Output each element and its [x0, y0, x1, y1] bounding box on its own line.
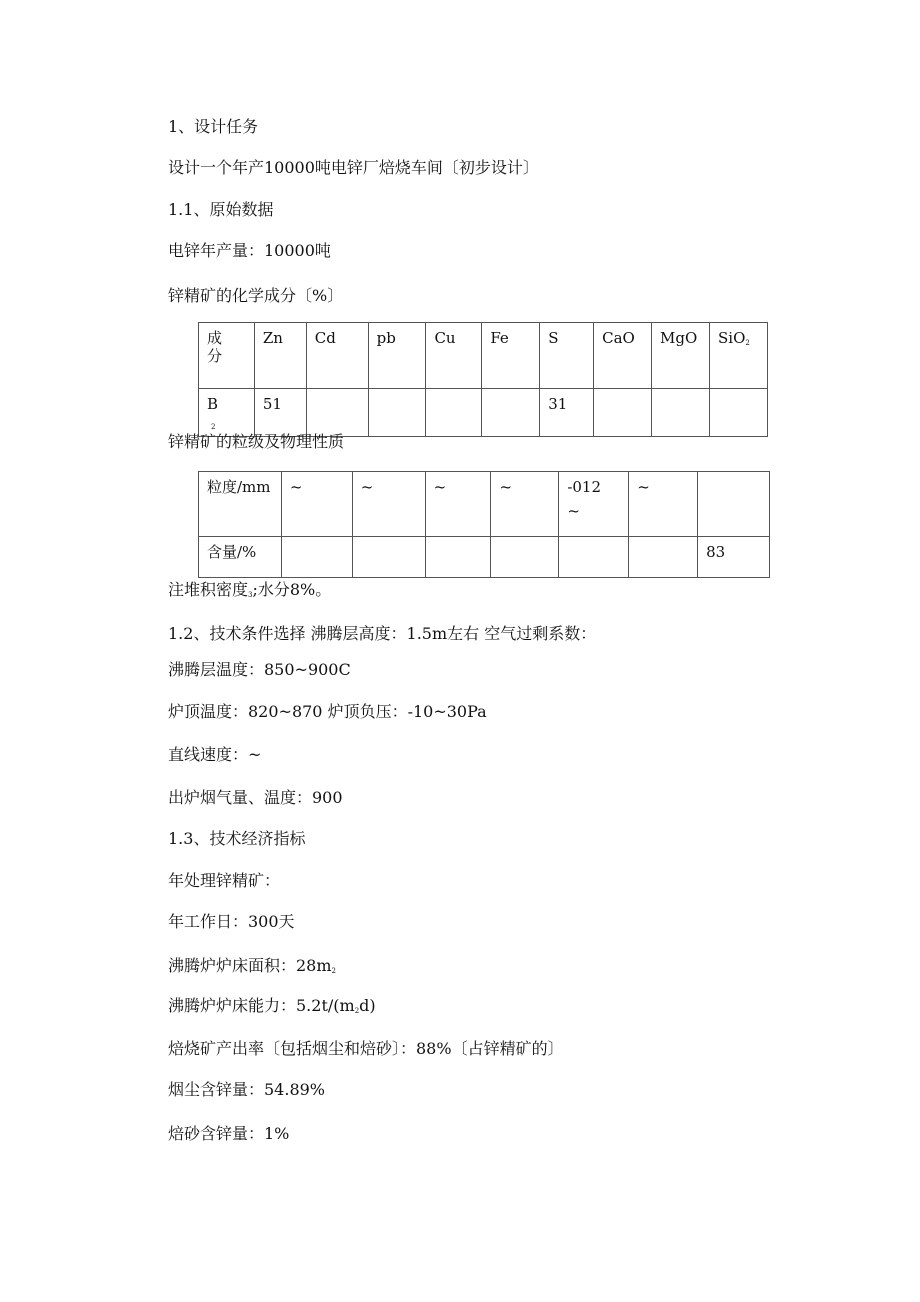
- table-header-cell: S: [540, 323, 594, 389]
- table-cell: [306, 389, 368, 437]
- table-cell: 51: [254, 389, 306, 437]
- flue-gas: 出炉烟气量、温度：900: [168, 788, 343, 807]
- table-cell: [482, 389, 540, 437]
- linear-speed: 直线速度：~: [168, 745, 262, 764]
- table-cell: [710, 389, 768, 437]
- heading-economic-indicators: 1.3、技术经济指标: [168, 829, 306, 848]
- bed-capacity: [168, 996, 376, 1021]
- table-cell: ~: [281, 472, 352, 537]
- chemical-composition-table: [198, 322, 768, 437]
- table-cell: [426, 389, 482, 437]
- capacity-text: 沸腾炉炉床能力：5.2t/(m: [168, 996, 355, 1015]
- table-cell: [594, 389, 652, 437]
- subscript: 2: [745, 339, 750, 347]
- annual-output: 电锌年产量：10000吨: [168, 241, 331, 260]
- subscript: 2: [331, 967, 337, 975]
- table-cell: [652, 389, 710, 437]
- subscript: 3: [248, 591, 253, 599]
- table-cell: ~: [491, 472, 559, 537]
- table-row: [199, 389, 768, 437]
- bed-area: [168, 956, 336, 981]
- table-header-cell: Zn: [254, 323, 306, 389]
- note-text: 注堆积密度: [168, 580, 249, 599]
- particle-size-caption: 锌精矿的粒级及物理性质: [168, 432, 345, 451]
- table-header-cell: CaO: [594, 323, 652, 389]
- furnace-top-conditions: 炉顶温度：820~870 炉顶负压：-10~30Pa: [168, 702, 487, 721]
- table-cell-text: ~: [567, 502, 580, 520]
- table-cell: [698, 472, 770, 537]
- table-header-cell: Cu: [426, 323, 482, 389]
- capacity-text: d): [359, 996, 376, 1015]
- bed-area-text: 沸腾炉炉床面积：28m: [168, 956, 332, 975]
- task-description: 设计一个年产10000吨电锌厂焙烧车间〔初步设计〕: [168, 158, 539, 177]
- table-header-cell: 含量/%: [199, 537, 282, 578]
- table-cell: [352, 537, 425, 578]
- table-cell: ~: [629, 472, 698, 537]
- note-text: ;水分8%。: [252, 580, 332, 599]
- table-cell: ~: [425, 472, 491, 537]
- table-cell-text: SiO: [718, 329, 746, 347]
- table-row: [199, 472, 770, 537]
- table-cell: [629, 537, 698, 578]
- table-cell-text: 成: [207, 329, 223, 347]
- calcine-zinc-content: 焙砂含锌量：1%: [168, 1124, 290, 1143]
- table-cell: 83: [698, 537, 770, 578]
- table-row: [199, 323, 768, 389]
- bed-temperature: 沸腾层温度：850~900C: [168, 660, 351, 679]
- table-cell: [199, 389, 255, 437]
- table-header-cell: [710, 323, 768, 389]
- heading-design-task: 1、设计任务: [168, 117, 259, 136]
- table-row: [199, 537, 770, 578]
- calcine-yield: 焙烧矿产出率〔包括烟尘和焙砂〕：88%〔占锌精矿的〕: [168, 1039, 564, 1058]
- heading-technical-conditions: 1.2、技术条件选择 沸腾层高度：1.5m左右 空气过剩系数：: [168, 624, 597, 643]
- table-cell: [281, 537, 352, 578]
- subscript: 2: [211, 423, 216, 431]
- work-days: 年工作日：300天: [168, 912, 295, 931]
- dust-zinc-content: 烟尘含锌量：54.89%: [168, 1080, 326, 1099]
- table-header-cell: pb: [368, 323, 426, 389]
- table-cell: [491, 537, 559, 578]
- table-cell: [559, 472, 629, 537]
- table-cell-text: -012: [567, 478, 602, 496]
- table-cell: 31: [540, 389, 594, 437]
- density-note: [168, 580, 331, 605]
- table-cell: [199, 323, 255, 389]
- annual-processing: 年处理锌精矿：: [168, 871, 281, 890]
- table-header-cell: Fe: [482, 323, 540, 389]
- subscript: 2: [354, 1007, 360, 1015]
- table-cell-text: B: [207, 395, 219, 413]
- heading-original-data: 1.1、原始数据: [168, 200, 274, 219]
- table-cell: [425, 537, 491, 578]
- table-cell: [559, 537, 629, 578]
- table-cell: [368, 389, 426, 437]
- table-header-cell: MgO: [652, 323, 710, 389]
- table-cell-text: 分: [207, 347, 223, 365]
- table-cell: ~: [352, 472, 425, 537]
- chemical-composition-caption: 锌精矿的化学成分〔%〕: [168, 286, 344, 305]
- table-header-cell: 粒度/mm: [199, 472, 282, 537]
- particle-size-table: [198, 471, 770, 578]
- table-header-cell: Cd: [306, 323, 368, 389]
